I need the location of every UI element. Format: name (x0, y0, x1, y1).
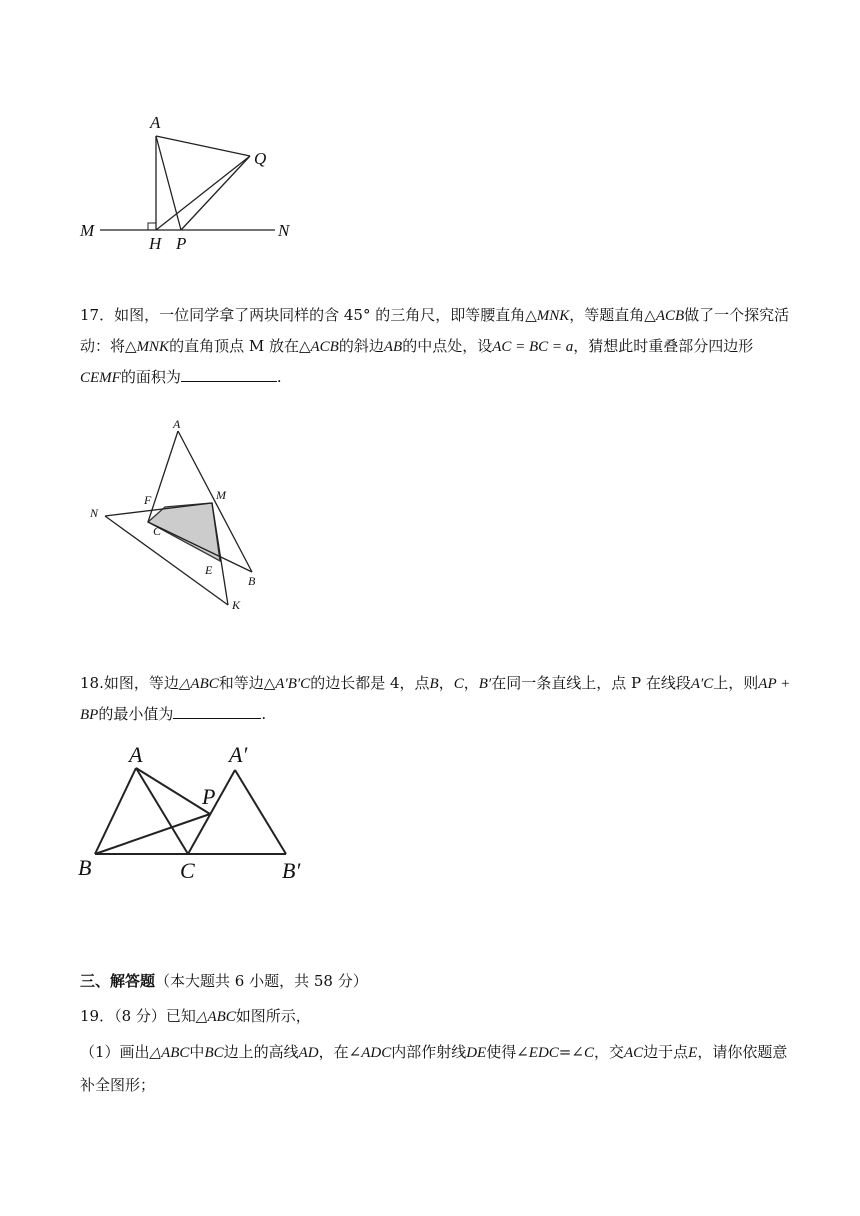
label-A: A (150, 113, 161, 132)
q18-math: △ABC (178, 676, 219, 692)
q18-math: A′B′C (275, 676, 311, 692)
label-C: C (180, 858, 195, 883)
label-N: N (278, 221, 290, 240)
label-B-prime: B′ (282, 858, 301, 883)
q18-text: 在同一条直线上，点 P 在线段 (491, 674, 691, 692)
q18-number: 18. (80, 674, 104, 692)
q19-text: 如图所示， (235, 1007, 311, 1025)
label-E: E (205, 563, 213, 577)
q19-text: =∠ (558, 1043, 584, 1061)
q18-text: 的边长都是 4，点 (310, 674, 430, 692)
label-A: A (129, 742, 143, 767)
q17-math: ACB (310, 339, 339, 355)
label-B: B (78, 855, 92, 880)
q17-text: 如图，一位同学拿了两块同样的含 45° 的三角尺，即等腰直角△ (114, 306, 537, 324)
q17-math: AC = BC = a (492, 339, 574, 355)
q18-math: B (429, 676, 439, 692)
q19-text: （1）画出 (80, 1043, 150, 1061)
figure-16-svg (70, 110, 310, 255)
q17-number: 17． (80, 306, 115, 324)
question-19-head (80, 1001, 792, 1032)
q17-text: 的直角顶点 M 放在△ (169, 337, 311, 355)
answer-blank-17[interactable] (181, 365, 277, 382)
q19-text: ，请你依题意补全图形； (80, 1043, 788, 1094)
q18-text: . (261, 705, 267, 723)
figure-18 (72, 738, 322, 886)
segment-QH (156, 156, 250, 230)
q19-text: 内部作射线 (391, 1043, 467, 1061)
question-18 (80, 668, 792, 730)
q18-math: B′ (478, 676, 492, 692)
q19-math: C (583, 1045, 594, 1061)
label-Q: Q (254, 149, 267, 168)
q17-text: ，猜想此时重叠部分四边形 (573, 337, 754, 355)
label-P: P (202, 784, 216, 809)
q17-text: 的面积为 (120, 368, 181, 386)
q18-math: A′C (690, 676, 714, 692)
q18-math: C (453, 676, 464, 692)
segment-AP (136, 768, 210, 814)
answer-blank-18[interactable] (173, 702, 261, 719)
segment-AP (156, 136, 181, 230)
label-C: C (153, 524, 162, 538)
figure-16 (70, 110, 310, 255)
figure-17 (80, 415, 280, 620)
q19-math: E (688, 1045, 698, 1061)
q19-math: DE (466, 1045, 487, 1061)
label-K: K (232, 598, 241, 612)
label-B: B (248, 574, 256, 588)
q17-math: MNK (536, 308, 570, 324)
q18-text: 上，则 (713, 674, 759, 692)
q18-text: ， (438, 674, 454, 692)
q17-text: 做了一个探究活动：将△ (80, 306, 790, 355)
q17-text: ，等题直角△ (569, 306, 656, 324)
q17-text: . (276, 368, 282, 386)
label-A-prime: A′ (229, 742, 248, 767)
q18-text: 如图，等边 (103, 674, 179, 692)
q19-text: 使得∠ (486, 1043, 529, 1061)
label-N: N (90, 506, 99, 520)
q18-text: ， (463, 674, 479, 692)
q19-text: 中 (189, 1043, 205, 1061)
segment-AQ (156, 136, 250, 156)
q19-math: AC (623, 1045, 644, 1061)
q19-math: ADC (361, 1045, 392, 1061)
q19-math: △ABC (149, 1045, 190, 1061)
label-M: M (216, 488, 226, 502)
section-title: 三、解答题 (80, 972, 156, 990)
segment-A2B2 (235, 770, 286, 854)
segment-CA2 (188, 770, 235, 854)
q18-text: 和等边△ (218, 674, 276, 692)
q17-math: ACB (655, 308, 685, 324)
segment-QP (181, 156, 250, 230)
q19-math: △ABC (195, 1009, 236, 1025)
q17-text: 的中点处，设 (402, 337, 493, 355)
q19-math: AD (298, 1045, 319, 1061)
figure-18-svg (72, 738, 322, 886)
q19-text: 边于点 (643, 1043, 689, 1061)
segment-AC (136, 768, 188, 854)
label-H: H (149, 234, 162, 253)
right-angle-mark (148, 223, 156, 230)
question-19-part-1 (80, 1036, 792, 1101)
section-3-heading (80, 966, 368, 996)
label-P: P (176, 234, 187, 253)
q19-text: 边上的高线 (223, 1043, 299, 1061)
label-F: F (144, 493, 152, 507)
q19-text: 19．（8 分）已知 (80, 1007, 196, 1025)
q18-math: AP + BP (80, 676, 791, 723)
q19-text: ，交 (593, 1043, 624, 1061)
q17-math: CEMF (80, 370, 121, 386)
figure-17-svg (80, 415, 280, 620)
q18-text: 的最小值为 (98, 705, 174, 723)
q19-text: ，在∠ (318, 1043, 362, 1061)
label-M: M (80, 221, 95, 240)
section-note: （本大题共 6 小题，共 58 分） (155, 972, 368, 990)
q19-math: BC (204, 1045, 224, 1061)
q17-text: 的斜边 (338, 337, 384, 355)
label-A: A (173, 417, 181, 431)
q17-math: AB (383, 339, 403, 355)
q17-math: MNK (136, 339, 170, 355)
q19-math: EDC (528, 1045, 559, 1061)
question-17 (80, 300, 792, 393)
